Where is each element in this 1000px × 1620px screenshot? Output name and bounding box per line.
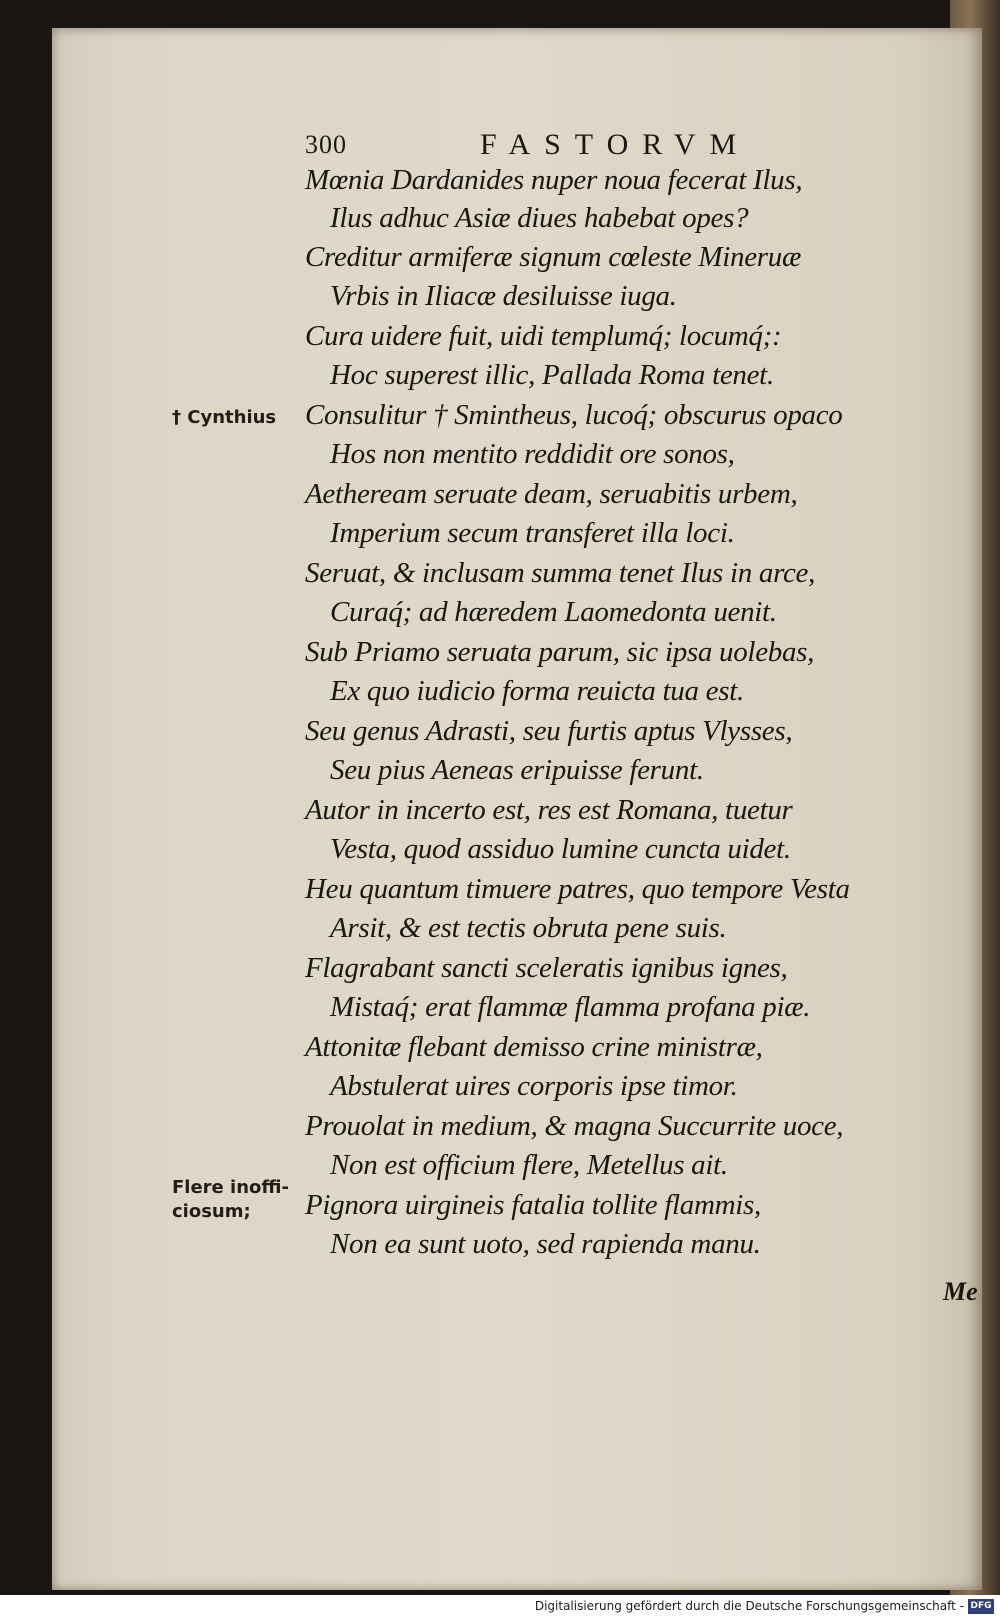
verse-line: Vrbis in Iliacæ desiluisse iuga. xyxy=(330,280,677,312)
footer-credit: Digitalisierung gefördert durch die Deutsche Forschungsgemeinschaft - xyxy=(534,1599,964,1613)
verse-line: Seu genus Adrasti, seu furtis aptus Vlysses, xyxy=(305,715,793,747)
verse-line: Sub Priamo seruata parum, sic ipsa uolebas, xyxy=(305,636,815,668)
verse-line: Consulitur † Smintheus, lucoq́; obscurus opaco xyxy=(305,399,843,431)
verse-line: Ilus adhuc Asiæ diues habebat opes? xyxy=(330,202,749,234)
verse-line: Mistaq́; erat flammæ flamma profana piæ. xyxy=(330,991,811,1023)
verse-line: Ex quo iudicio forma reuicta tua est. xyxy=(330,675,744,707)
marginal-note: Flere inoffi- xyxy=(172,1177,289,1198)
marginal-note: † Cynthius xyxy=(172,407,277,428)
footer-bar xyxy=(0,1595,1000,1620)
verse-line: Heu quantum timuere patres, quo tempore Vesta xyxy=(305,873,850,905)
verse-line: Flagrabant sancti sceleratis ignibus ignes, xyxy=(305,952,788,984)
verse-line: Autor in incerto est, res est Romana, tuetur xyxy=(305,794,793,826)
verse-line: Hos non mentito reddidit ore sonos, xyxy=(330,438,735,470)
dfg-logo: DFG xyxy=(968,1599,994,1614)
verse-line: Pignora uirgineis fatalia tollite flammis, xyxy=(305,1189,761,1221)
verse-line: Attonitæ flebant demisso crine ministræ, xyxy=(305,1031,763,1063)
verse-line: Seu pius Aeneas eripuisse ferunt. xyxy=(330,754,704,786)
verse-line: Non ea sunt uoto, sed rapienda manu. xyxy=(330,1228,761,1260)
running-title: FASTORVM xyxy=(480,128,751,161)
verse-line: Non est officium flere, Metellus ait. xyxy=(330,1149,728,1181)
verse-line: Mœnia Dardanides nuper noua fecerat Ilus, xyxy=(305,164,803,196)
catchword: Me xyxy=(943,1277,978,1306)
verse-line: Aetheream seruate deam, seruabitis urbem, xyxy=(305,478,798,510)
verse-line: Vesta, quod assiduo lumine cuncta uidet. xyxy=(330,833,791,865)
verse-line: Imperium secum transferet illa loci. xyxy=(330,517,735,549)
verse-line: Arsit, & est tectis obruta pene suis. xyxy=(330,912,727,944)
marginal-note: ciosum; xyxy=(172,1201,251,1222)
verse-line: Creditur armiferæ signum cœleste Mineruæ xyxy=(305,241,802,273)
verse-line: Seruat, & inclusam summa tenet Ilus in arce, xyxy=(305,557,816,589)
verse-line: Abstulerat uires corporis ipse timor. xyxy=(330,1070,738,1102)
verse-line: Cura uidere fuit, uidi templumq́; locumq́;: xyxy=(305,320,782,352)
verse-line: Hoc superest illic, Pallada Roma tenet. xyxy=(330,359,774,391)
verse-line: Prouolat in medium, & magna Succurrite uoce, xyxy=(305,1110,844,1142)
verse-line: Curaq́; ad hæredem Laomedonta uenit. xyxy=(330,596,777,628)
page-number: 300 xyxy=(305,130,347,159)
